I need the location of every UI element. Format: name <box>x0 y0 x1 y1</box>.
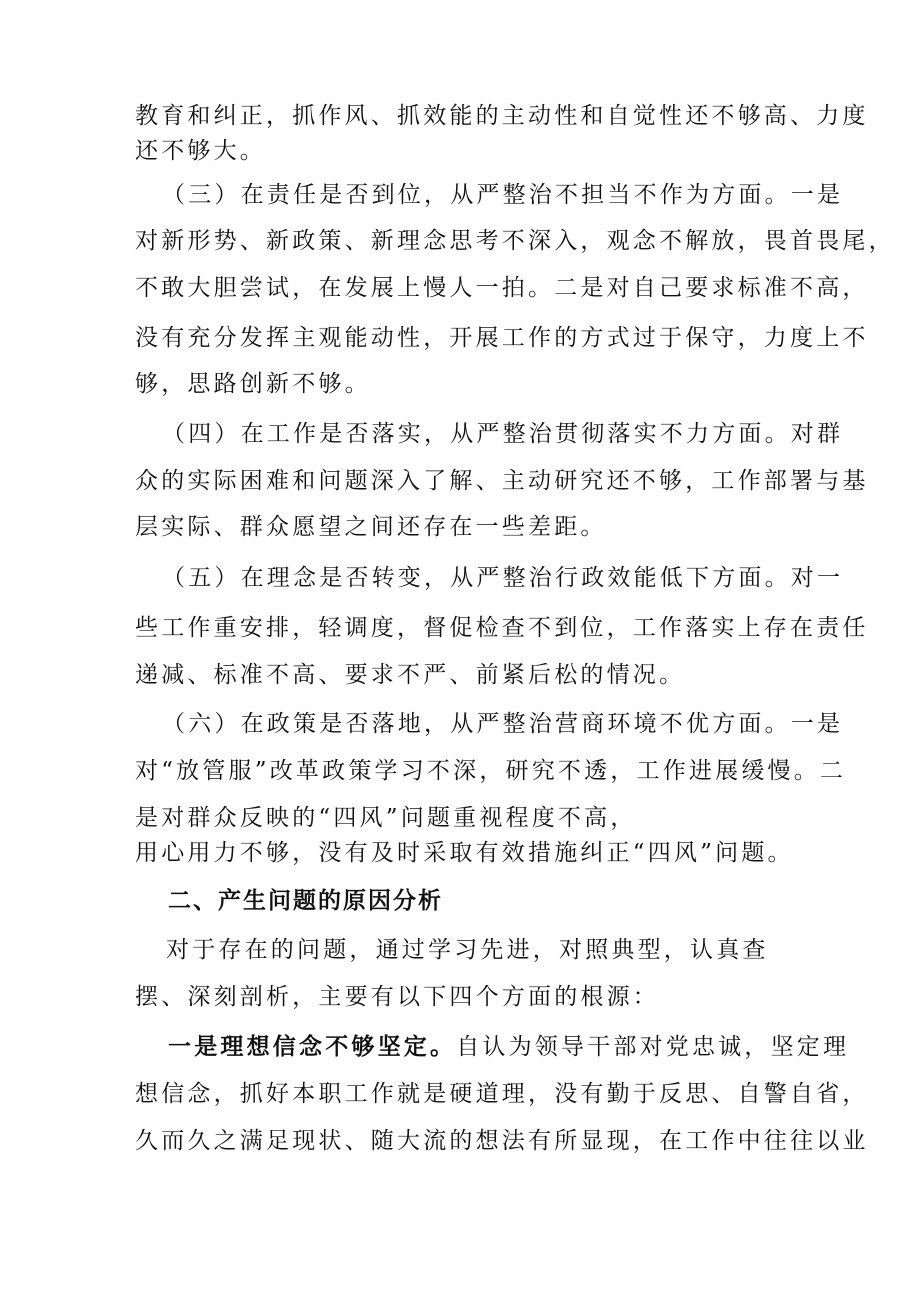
paragraph-line: 想信念，抓好本职工作就是硬道理，没有勤于反思、自警自省， <box>135 1081 869 1107</box>
paragraph-line: 教育和纠正，抓作风、抓效能的主动性和自觉性还不够高、力度 <box>135 103 869 129</box>
paragraph-line: 递减、标准不高、要求不严、前紧后松的情况。 <box>135 662 686 688</box>
bold-lead-text: 一是理想信念不够坚定。 <box>168 1033 457 1060</box>
paragraph-line: 对于存在的问题，通过学习先进，对照典型，认真查 <box>166 937 769 963</box>
paragraph-line: 些工作重安排，轻调度，督促检查不到位，工作落实上存在责任 <box>135 615 869 641</box>
section-heading: 二、产生问题的原因分析 <box>168 887 443 914</box>
paragraph-line: 够，思路创新不够。 <box>135 371 371 397</box>
paragraph-text: 自认为领导干部对党忠诚，坚定理 <box>456 1034 850 1060</box>
paragraph-line: 还不够大。 <box>135 138 266 164</box>
paragraph-line <box>168 1032 849 1062</box>
paragraph-line: 层实际、群众愿望之间还存在一些差距。 <box>135 514 607 540</box>
paragraph-line: 对“放管服”改革政策学习不深，研究不透，工作进展缓慢。二 <box>135 758 847 784</box>
paragraph-line: 是对群众反映的“四风”问题重视程度不高， <box>135 805 637 831</box>
paragraph-line: 没有充分发挥主观能动性，开展工作的方式过于保守，力度上不 <box>135 325 869 351</box>
paragraph-line: 用心用力不够，没有及时采取有效措施纠正“四风”问题。 <box>135 840 794 866</box>
paragraph-line: （四）在工作是否落实，从严整治贯彻落实不力方面。对群 <box>162 421 844 447</box>
paragraph-line: （三）在责任是否到位，从严整治不担当不作为方面。一是 <box>162 182 844 208</box>
paragraph-line: （五）在理念是否转变，从严整治行政效能低下方面。对一 <box>162 565 844 591</box>
paragraph-line: 对新形势、新政策、新理念思考不深入，观念不解放，畏首畏尾， <box>135 228 895 254</box>
paragraph-line: 久而久之满足现状、随大流的想法有所显现，在工作中往往以业 <box>135 1128 869 1154</box>
paragraph-line: 摆、深刻剖析，主要有以下四个方面的根源： <box>135 984 659 1010</box>
paragraph-line: （六）在政策是否落地，从严整治营商环境不优方面。一是 <box>162 711 844 737</box>
paragraph-line: 不敢大胆尝试，在发展上慢人一拍。二是对自己要求标准不高， <box>135 275 869 301</box>
paragraph-line: 众的实际困难和问题深入了解、主动研究还不够，工作部署与基 <box>135 468 869 494</box>
